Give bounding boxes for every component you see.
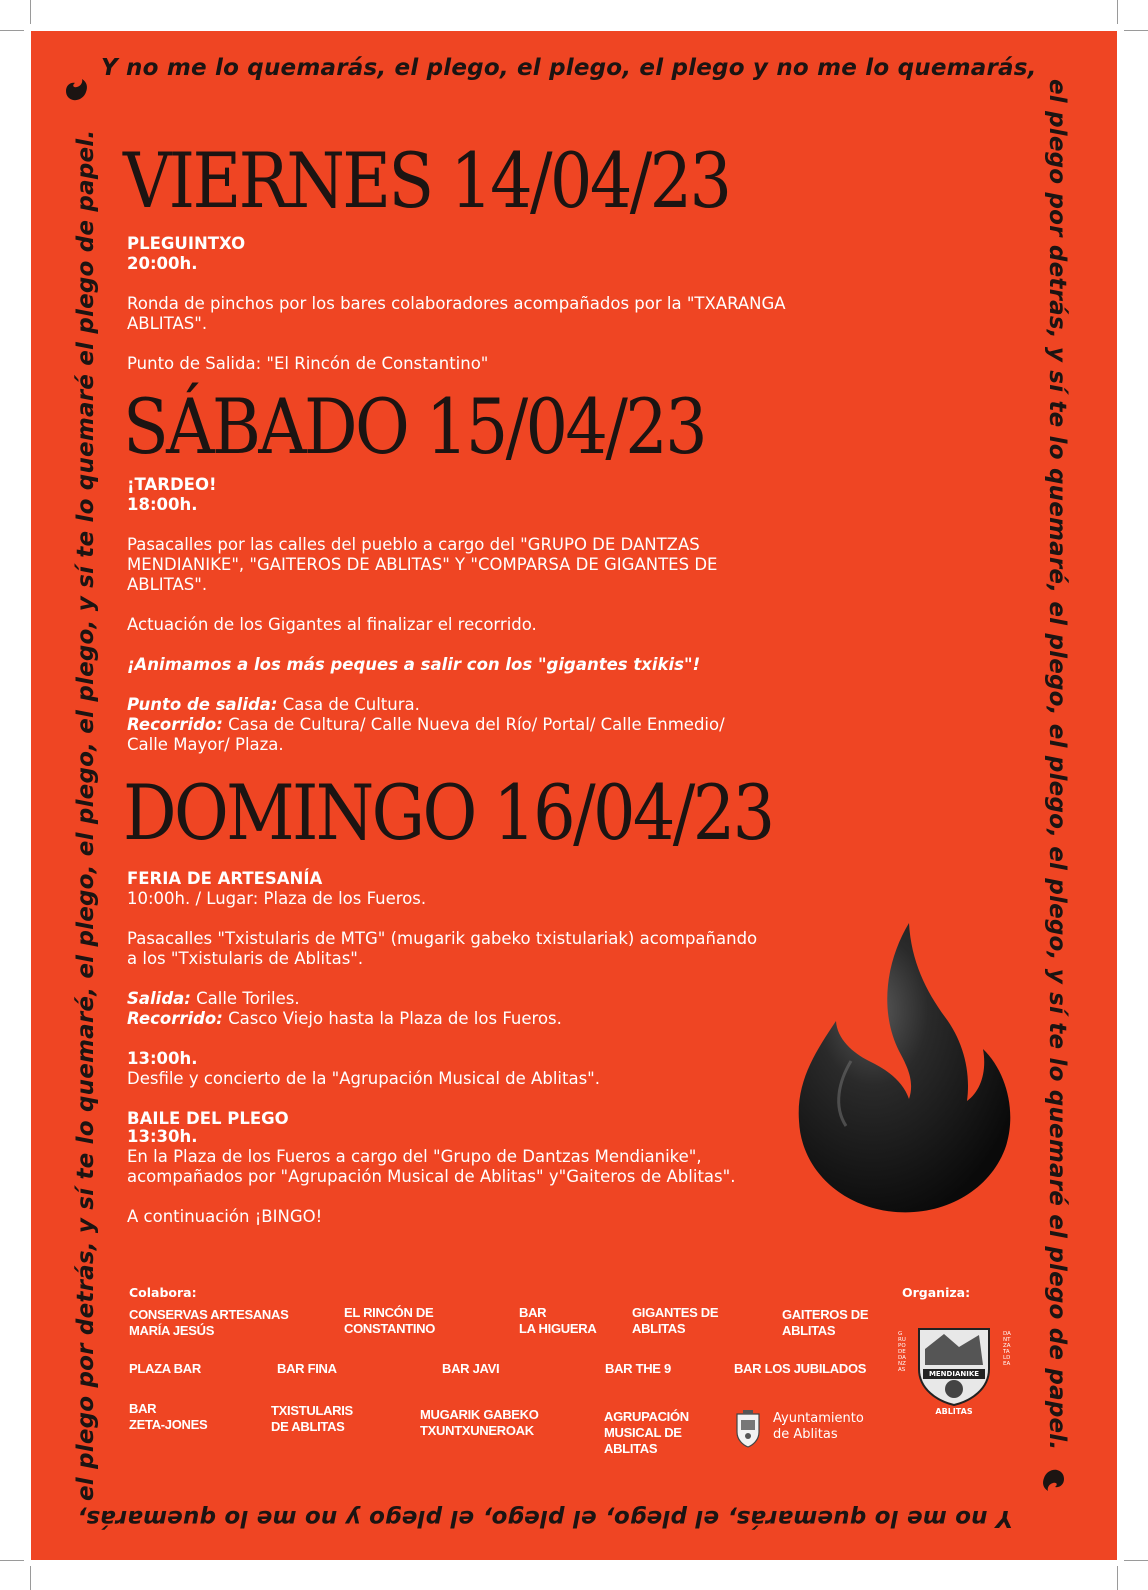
route-value: Casco Viejo hasta la Plaza de los Fueros. bbox=[222, 1009, 562, 1028]
event-desfile: Desfile y concierto de la "Agrupación Musical de Ablitas". bbox=[127, 1069, 600, 1088]
coat-of-arms-icon bbox=[731, 1408, 765, 1448]
ayuntamiento-logo bbox=[731, 1408, 881, 1448]
crop-mark bbox=[1117, 0, 1118, 24]
event-baile-description: En la Plaza de los Fueros a cargo del "Grupo de Dantzas Mendianike", acompañados por "Agrupación Musical de Ablitas" y"Gaiteros de Ablitas". bbox=[127, 1147, 736, 1186]
event-start-point: Punto de Salida: "El Rincón de Constantino" bbox=[127, 354, 489, 373]
event-route bbox=[127, 715, 767, 755]
flame-icon bbox=[791, 921, 1016, 1251]
salida-value: Calle Toriles. bbox=[190, 989, 300, 1008]
sponsor-item: BAR LOS JUBILADOS bbox=[734, 1361, 867, 1376]
crop-mark bbox=[30, 1566, 31, 1590]
event-name: FERIA DE ARTESANÍA bbox=[127, 869, 323, 888]
event-name: BAILE DEL PLEGO bbox=[127, 1109, 289, 1128]
route-value: Casa de Cultura/ Calle Nueva del Río/ Portal/ Calle Enmedio/ Calle Mayor/ Plaza. bbox=[127, 715, 725, 754]
route-label: Recorrido: bbox=[127, 1009, 223, 1028]
crop-mark bbox=[1124, 1560, 1148, 1561]
sponsor-item: BAR THE 9 bbox=[605, 1361, 671, 1376]
event-pasacalles: Pasacalles "Txistularis de MTG" (mugarik gabeko txistulariak) acompañando a los "Txistularis de Ablitas". bbox=[127, 929, 758, 968]
border-text-bottom: Y no me lo quemarás, el plego, el plego, el plego y no me lo quemarás, bbox=[77, 1505, 1013, 1531]
viernes-block bbox=[127, 234, 827, 374]
crop-mark bbox=[1124, 30, 1148, 31]
day-title-sabado: SÁBADO 15/04/23 bbox=[123, 382, 706, 471]
border-text-left: el plego por detrás, y sí te lo quemaré, el plego, el plego, el plego, y sí te lo quemaré el plego de papel. bbox=[73, 129, 99, 1501]
event-description: Pasacalles por las calles del pueblo a cargo del "GRUPO DE DANTZAS MENDIANIKE", "GAITEROS DE ABLITAS" Y "COMPARSA DE GIGANTES DE ABLITAS". bbox=[127, 535, 718, 594]
mendianike-name: MENDIANIKE bbox=[928, 1370, 980, 1378]
flame-icon bbox=[63, 77, 89, 103]
flame-icon bbox=[1041, 1467, 1067, 1493]
border-text-top: Y no me lo quemarás, el plego, el plego, el plego y no me lo quemarás, bbox=[101, 55, 1037, 81]
sponsor-item: AGRUPACIÓN MUSICAL DE ABLITAS bbox=[604, 1409, 689, 1456]
sponsor-item: MUGARIK GABEKO TXUNTXUNEROAK bbox=[420, 1407, 539, 1438]
start-value: Casa de Cultura. bbox=[277, 695, 420, 714]
event-activity: Actuación de los Gigantes al finalizar el recorrido. bbox=[127, 615, 537, 634]
sponsor-item: PLAZA BAR bbox=[129, 1361, 201, 1376]
event-name: ¡TARDEO! bbox=[127, 475, 217, 494]
sponsor-item: BAR FINA bbox=[277, 1361, 337, 1376]
event-time: 13:00h. bbox=[127, 1049, 198, 1068]
ayuntamiento-line2: de Ablitas bbox=[773, 1427, 838, 1442]
day-title-domingo: DOMINGO 16/04/23 bbox=[123, 768, 773, 857]
sponsor-item: GAITEROS DE ABLITAS bbox=[782, 1307, 869, 1338]
sponsor-item: BAR LA HIGUERA bbox=[519, 1305, 597, 1336]
poster bbox=[31, 31, 1117, 1560]
crop-mark bbox=[0, 1560, 24, 1561]
mendianike-town: ABLITAS bbox=[935, 1407, 973, 1416]
domingo-block bbox=[127, 869, 827, 1227]
sabado-block bbox=[127, 475, 827, 755]
start-label: Punto de salida: bbox=[127, 695, 278, 714]
event-time-place: 10:00h. / Lugar: Plaza de los Fueros. bbox=[127, 889, 427, 908]
event-time: 20:00h. bbox=[127, 254, 198, 273]
crop-mark bbox=[1117, 1566, 1118, 1590]
crop-mark bbox=[0, 30, 24, 31]
salida-label: Salida: bbox=[127, 989, 191, 1008]
sponsor-item: CONSERVAS ARTESANAS MARÍA JESÚS bbox=[129, 1307, 289, 1338]
sponsor-item: BAR JAVI bbox=[442, 1361, 500, 1376]
mendianike-emblem-icon bbox=[899, 1309, 1009, 1419]
ayuntamiento-line1: Ayuntamiento bbox=[773, 1411, 864, 1426]
sponsor-item: GIGANTES DE ABLITAS bbox=[632, 1305, 719, 1336]
event-start-point bbox=[127, 695, 827, 715]
event-time: 13:30h. bbox=[127, 1127, 198, 1146]
event-salida bbox=[127, 989, 827, 1009]
sponsor-item: BAR ZETA-JONES bbox=[129, 1401, 208, 1432]
mendianike-logo bbox=[899, 1309, 1009, 1419]
day-title-viernes: VIERNES 14/04/23 bbox=[123, 136, 730, 225]
mendianike-left-text: GRUPO DE DANZAS bbox=[898, 1331, 906, 1373]
event-name: PLEGUINTXO bbox=[127, 234, 246, 253]
organiza-label: Organiza: bbox=[902, 1285, 971, 1300]
sponsor-item: EL RINCÓN DE CONSTANTINO bbox=[344, 1305, 436, 1336]
event-time: 18:00h. bbox=[127, 495, 198, 514]
route-label: Recorrido: bbox=[127, 715, 223, 734]
event-description: Ronda de pinchos por los bares colaboradores acompañados por la "TXARANGA ABLITAS". bbox=[127, 294, 786, 333]
sponsor-item: TXISTULARIS DE ABLITAS bbox=[271, 1403, 353, 1434]
sponsors-label: Colabora: bbox=[129, 1285, 197, 1300]
border-text-right: el plego por detrás, y sí te lo quemaré, el plego, el plego, el plego, y sí te lo quemaré el plego de papel. bbox=[1044, 79, 1070, 1451]
mendianike-right-text: DANTZA TALDEA bbox=[1003, 1331, 1011, 1367]
crop-mark bbox=[30, 0, 31, 24]
event-kids-note: ¡Animamos a los más peques a salir con los "gigantes txikis"! bbox=[127, 655, 701, 674]
event-route bbox=[127, 1009, 827, 1029]
event-bingo: A continuación ¡BINGO! bbox=[127, 1207, 323, 1226]
